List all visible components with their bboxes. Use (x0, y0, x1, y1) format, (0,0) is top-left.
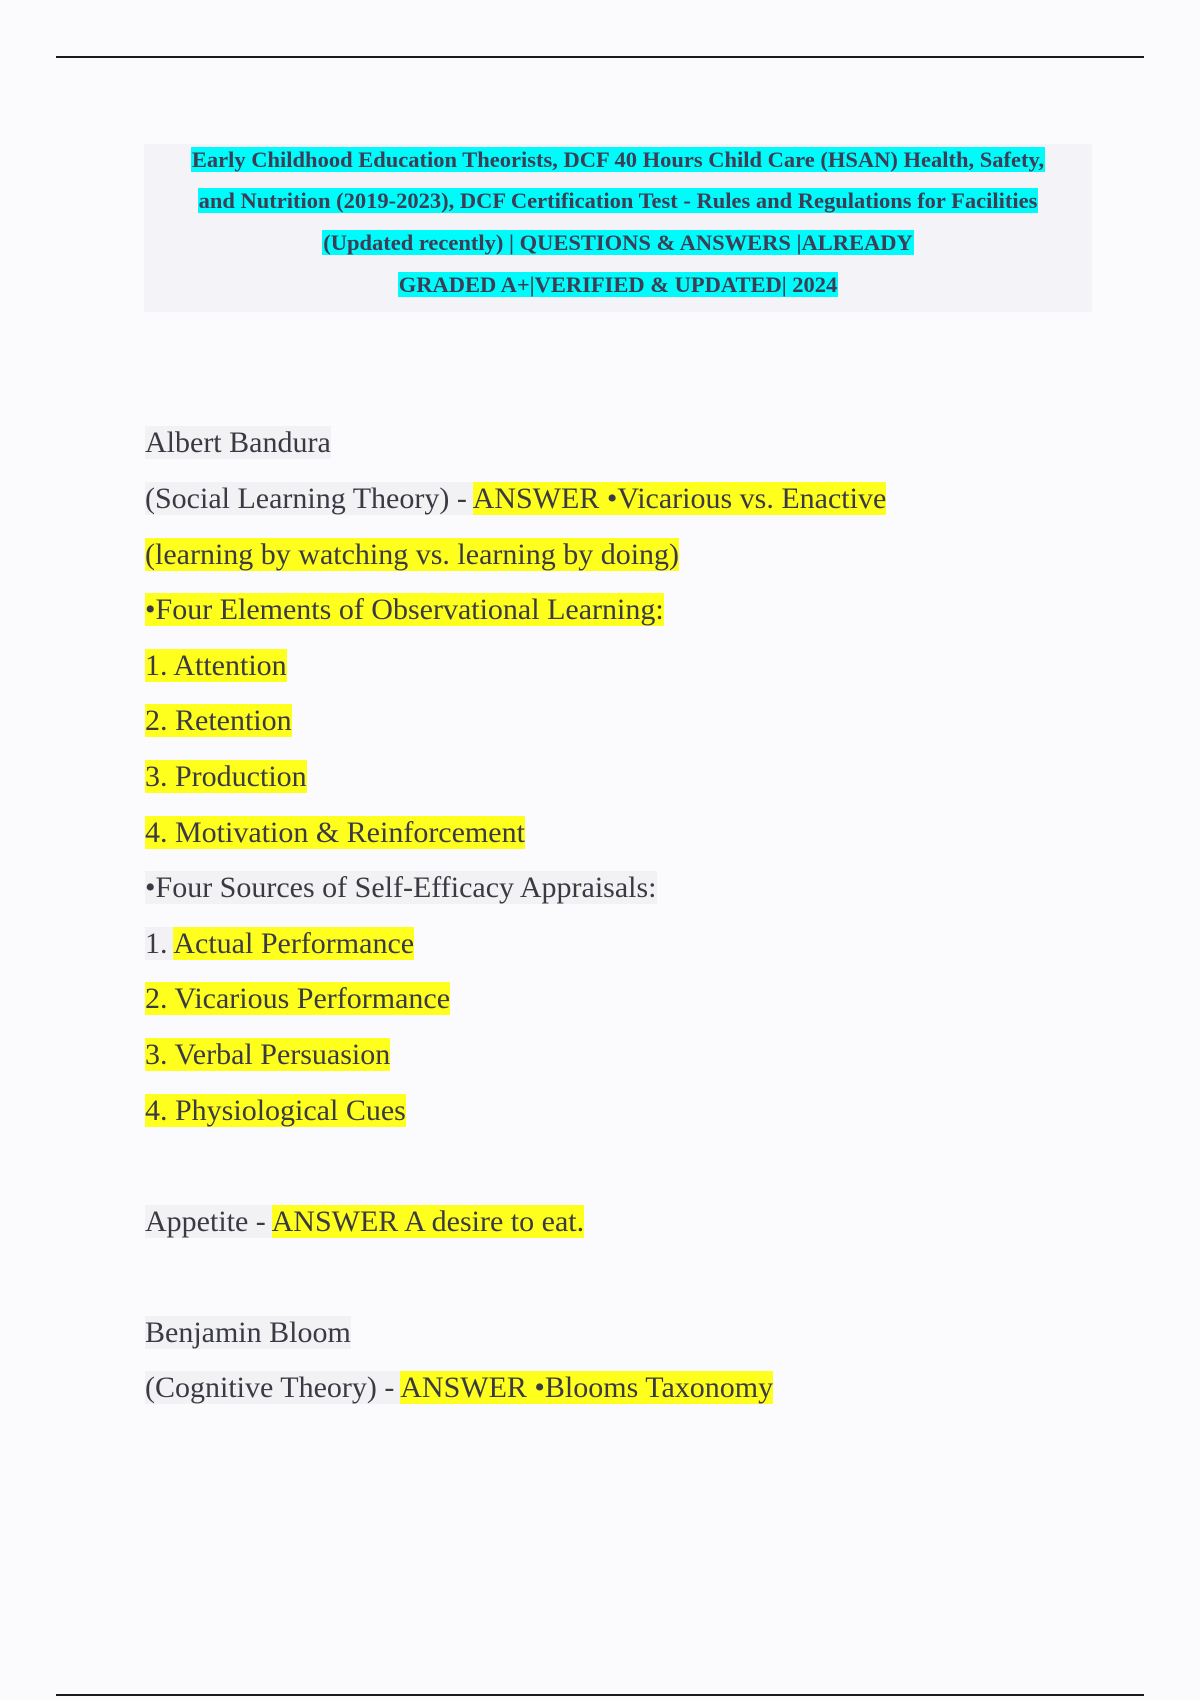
bloom-answer: ANSWER •Blooms Taxonomy (400, 1371, 774, 1404)
bottom-rule (56, 1694, 1144, 1696)
document-title (144, 144, 1092, 312)
self-efficacy-heading: •Four Sources of Self-Efficacy Appraisals: (145, 871, 657, 904)
appetite-answer: ANSWER A desire to eat. (271, 1205, 585, 1238)
top-rule (56, 56, 1144, 58)
appetite-entry (145, 1204, 584, 1240)
observational-item-1: 1. Attention (145, 649, 287, 682)
bandura-theory-line (145, 481, 886, 517)
bloom-theory: (Cognitive Theory) - (145, 1371, 401, 1404)
bandura-answer: ANSWER •Vicarious vs. Enactive (472, 482, 887, 515)
observational-item-4: 4. Motivation & Reinforcement (145, 816, 525, 849)
bandura-theory: (Social Learning Theory) - (145, 482, 473, 515)
self-efficacy-item-2: 2. Vicarious Performance (145, 982, 451, 1015)
self-efficacy-item-4: 4. Physiological Cues (145, 1094, 406, 1127)
title-line-2: and Nutrition (2019-2023), DCF Certification Test - Rules and Regulations for Facilities (198, 188, 1038, 213)
title-line-4: GRADED A+|VERIFIED & UPDATED| 2024 (398, 272, 838, 297)
bandura-answer-continued: (learning by watching vs. learning by doing) (145, 538, 680, 571)
bloom-name: Benjamin Bloom (145, 1316, 351, 1349)
bandura-name: Albert Bandura (145, 426, 331, 459)
self-efficacy-item-1: 1. Actual Performance (145, 927, 415, 960)
bloom-theory-line (145, 1370, 773, 1406)
observational-item-3: 3. Production (145, 760, 307, 793)
appetite-term: Appetite - (145, 1205, 272, 1238)
observational-item-2: 2. Retention (145, 704, 292, 737)
title-line-3: (Updated recently) | QUESTIONS & ANSWERS |ALREADY (323, 230, 913, 255)
title-line-1: Early Childhood Education Theorists, DCF 40 Hours Child Care (HSAN) Health, Safety, (191, 147, 1045, 172)
observational-learning-heading: •Four Elements of Observational Learning: (145, 593, 664, 626)
self-efficacy-item-3: 3. Verbal Persuasion (145, 1038, 391, 1071)
